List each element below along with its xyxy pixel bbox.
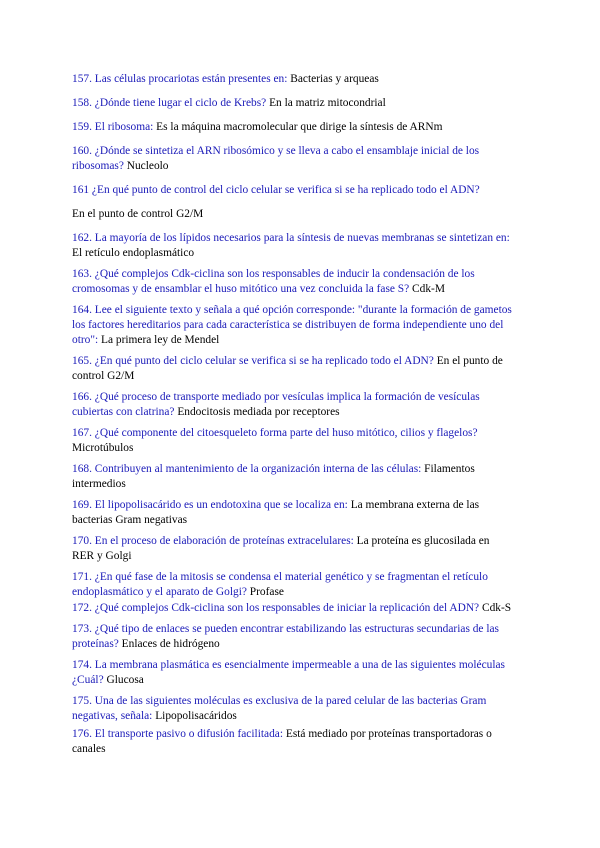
answer-text: En el punto de control G2/M xyxy=(72,355,503,382)
qa-item-165 xyxy=(72,354,512,384)
question-text: 172. ¿Qué complejos Cdk-ciclina son los responsables de iniciar la replicación del ADN? xyxy=(72,602,480,614)
answer-text: Es la máquina macromolecular que dirige la síntesis de ARNm xyxy=(156,121,443,133)
answer-text: Nucleolo xyxy=(126,160,169,172)
qa-item-167 xyxy=(72,426,512,456)
answer-text: Filamentos intermedios xyxy=(72,463,475,490)
answer-text: La proteína es glucosilada en RER y Golgi xyxy=(72,535,490,562)
answer-text: Microtúbulos xyxy=(72,442,134,454)
qa-item-162 xyxy=(72,231,512,261)
question-text: 173. ¿Qué tipo de enlaces se pueden encontrar estabilizando las estructuras secundarias de las proteínas? xyxy=(72,623,499,650)
answer-text: El retículo endoplasmático xyxy=(72,247,195,259)
qa-item-157 xyxy=(72,72,512,87)
question-text: 171. ¿En qué fase de la mitosis se condensa el material genético y se fragmentan el retículo endoplasmático y el aparato de Golgi? xyxy=(72,571,488,598)
question-text: 175. Una de las siguientes moléculas es exclusiva de la pared celular de las bacterias Gram negativas, señala: xyxy=(72,695,487,722)
question-text: 170. En el proceso de elaboración de proteínas extracelulares: xyxy=(72,535,354,547)
qa-item-173 xyxy=(72,622,512,652)
answer-text: Cdk-M xyxy=(412,283,445,295)
question-text: 164. Lee el siguiente texto y señala a qué opción corresponde: "durante la formación de gametos los factores hereditarios para cada característica se distribuyen de forma independiente uno del otro": xyxy=(72,304,512,346)
answer-text: Profase xyxy=(249,586,284,598)
answer-text: Enlaces de hidrógeno xyxy=(121,638,220,650)
question-text: 163. ¿Qué complejos Cdk-ciclina son los responsables de inducir la condensación de los cromosomas y de ensamblar el huso mitótico una vez concluida la fase S? xyxy=(72,268,475,295)
question-text: 166. ¿Qué proceso de transporte mediado por vesículas implica la formación de vesículas cubiertas con clatrina? xyxy=(72,391,480,418)
answer-text: Glucosa xyxy=(106,674,144,686)
qa-item-161 xyxy=(72,183,512,198)
qa-item-161-answer xyxy=(72,207,512,222)
answer-text: La primera ley de Mendel xyxy=(101,334,220,346)
answer-text: Cdk-S xyxy=(481,602,512,614)
qa-item-164 xyxy=(72,303,512,348)
qa-item-166 xyxy=(72,390,512,420)
qa-item-174 xyxy=(72,658,512,688)
qa-item-172 xyxy=(72,601,512,616)
answer-text: En el punto de control G2/M xyxy=(72,208,204,220)
question-text: 160. ¿Dónde se sintetiza el ARN ribosómico y se lleva a cabo el ensamblaje inicial de los ribosomas? xyxy=(72,145,480,172)
question-text: 161 ¿En qué punto de control del ciclo celular se verifica si se ha replicado todo el ADN? xyxy=(72,184,480,196)
answer-text: La membrana externa de las bacterias Gram negativas xyxy=(72,499,480,526)
question-text: 167. ¿Qué componente del citoesqueleto forma parte del huso mitótico, cilios y flagelos? xyxy=(72,427,478,439)
qa-item-158 xyxy=(72,96,512,111)
question-text: 162. La mayoría de los lípidos necesarios para la síntesis de nuevas membranas se sintetizan en: xyxy=(72,232,510,244)
answer-text: En la matriz mitocondrial xyxy=(269,97,386,109)
qa-item-159 xyxy=(72,120,512,135)
question-text: 157. Las células procariotas están presentes en: xyxy=(72,73,288,85)
qa-item-170 xyxy=(72,534,512,564)
qa-item-169 xyxy=(72,498,512,528)
question-text: 165. ¿En qué punto del ciclo celular se verifica si se ha replicado todo el ADN? xyxy=(72,355,434,367)
question-text: 174. La membrana plasmática es esencialmente impermeable a una de las siguientes moléculas ¿Cuál? xyxy=(72,659,505,686)
qa-item-171 xyxy=(72,570,512,600)
qa-item-176 xyxy=(72,727,512,757)
question-text: 158. ¿Dónde tiene lugar el ciclo de Krebs? xyxy=(72,97,267,109)
answer-text: Lipopolisacáridos xyxy=(155,710,237,722)
qa-item-175 xyxy=(72,694,512,724)
qa-item-160 xyxy=(72,144,512,174)
answer-text: Está mediado por proteínas transportadoras o canales xyxy=(72,728,492,755)
question-text: 168. Contribuyen al mantenimiento de la organización interna de las células: xyxy=(72,463,422,475)
qa-item-163 xyxy=(72,267,512,297)
qa-item-168 xyxy=(72,462,512,492)
question-text: 159. El ribosoma: xyxy=(72,121,154,133)
question-text: 169. El lipopolisacárido es un endotoxina que se localiza en: xyxy=(72,499,348,511)
answer-text: Endocitosis mediada por receptores xyxy=(177,406,340,418)
answer-text: Bacterias y arqueas xyxy=(290,73,379,85)
question-text: 176. El transporte pasivo o difusión facilitada: xyxy=(72,728,283,740)
